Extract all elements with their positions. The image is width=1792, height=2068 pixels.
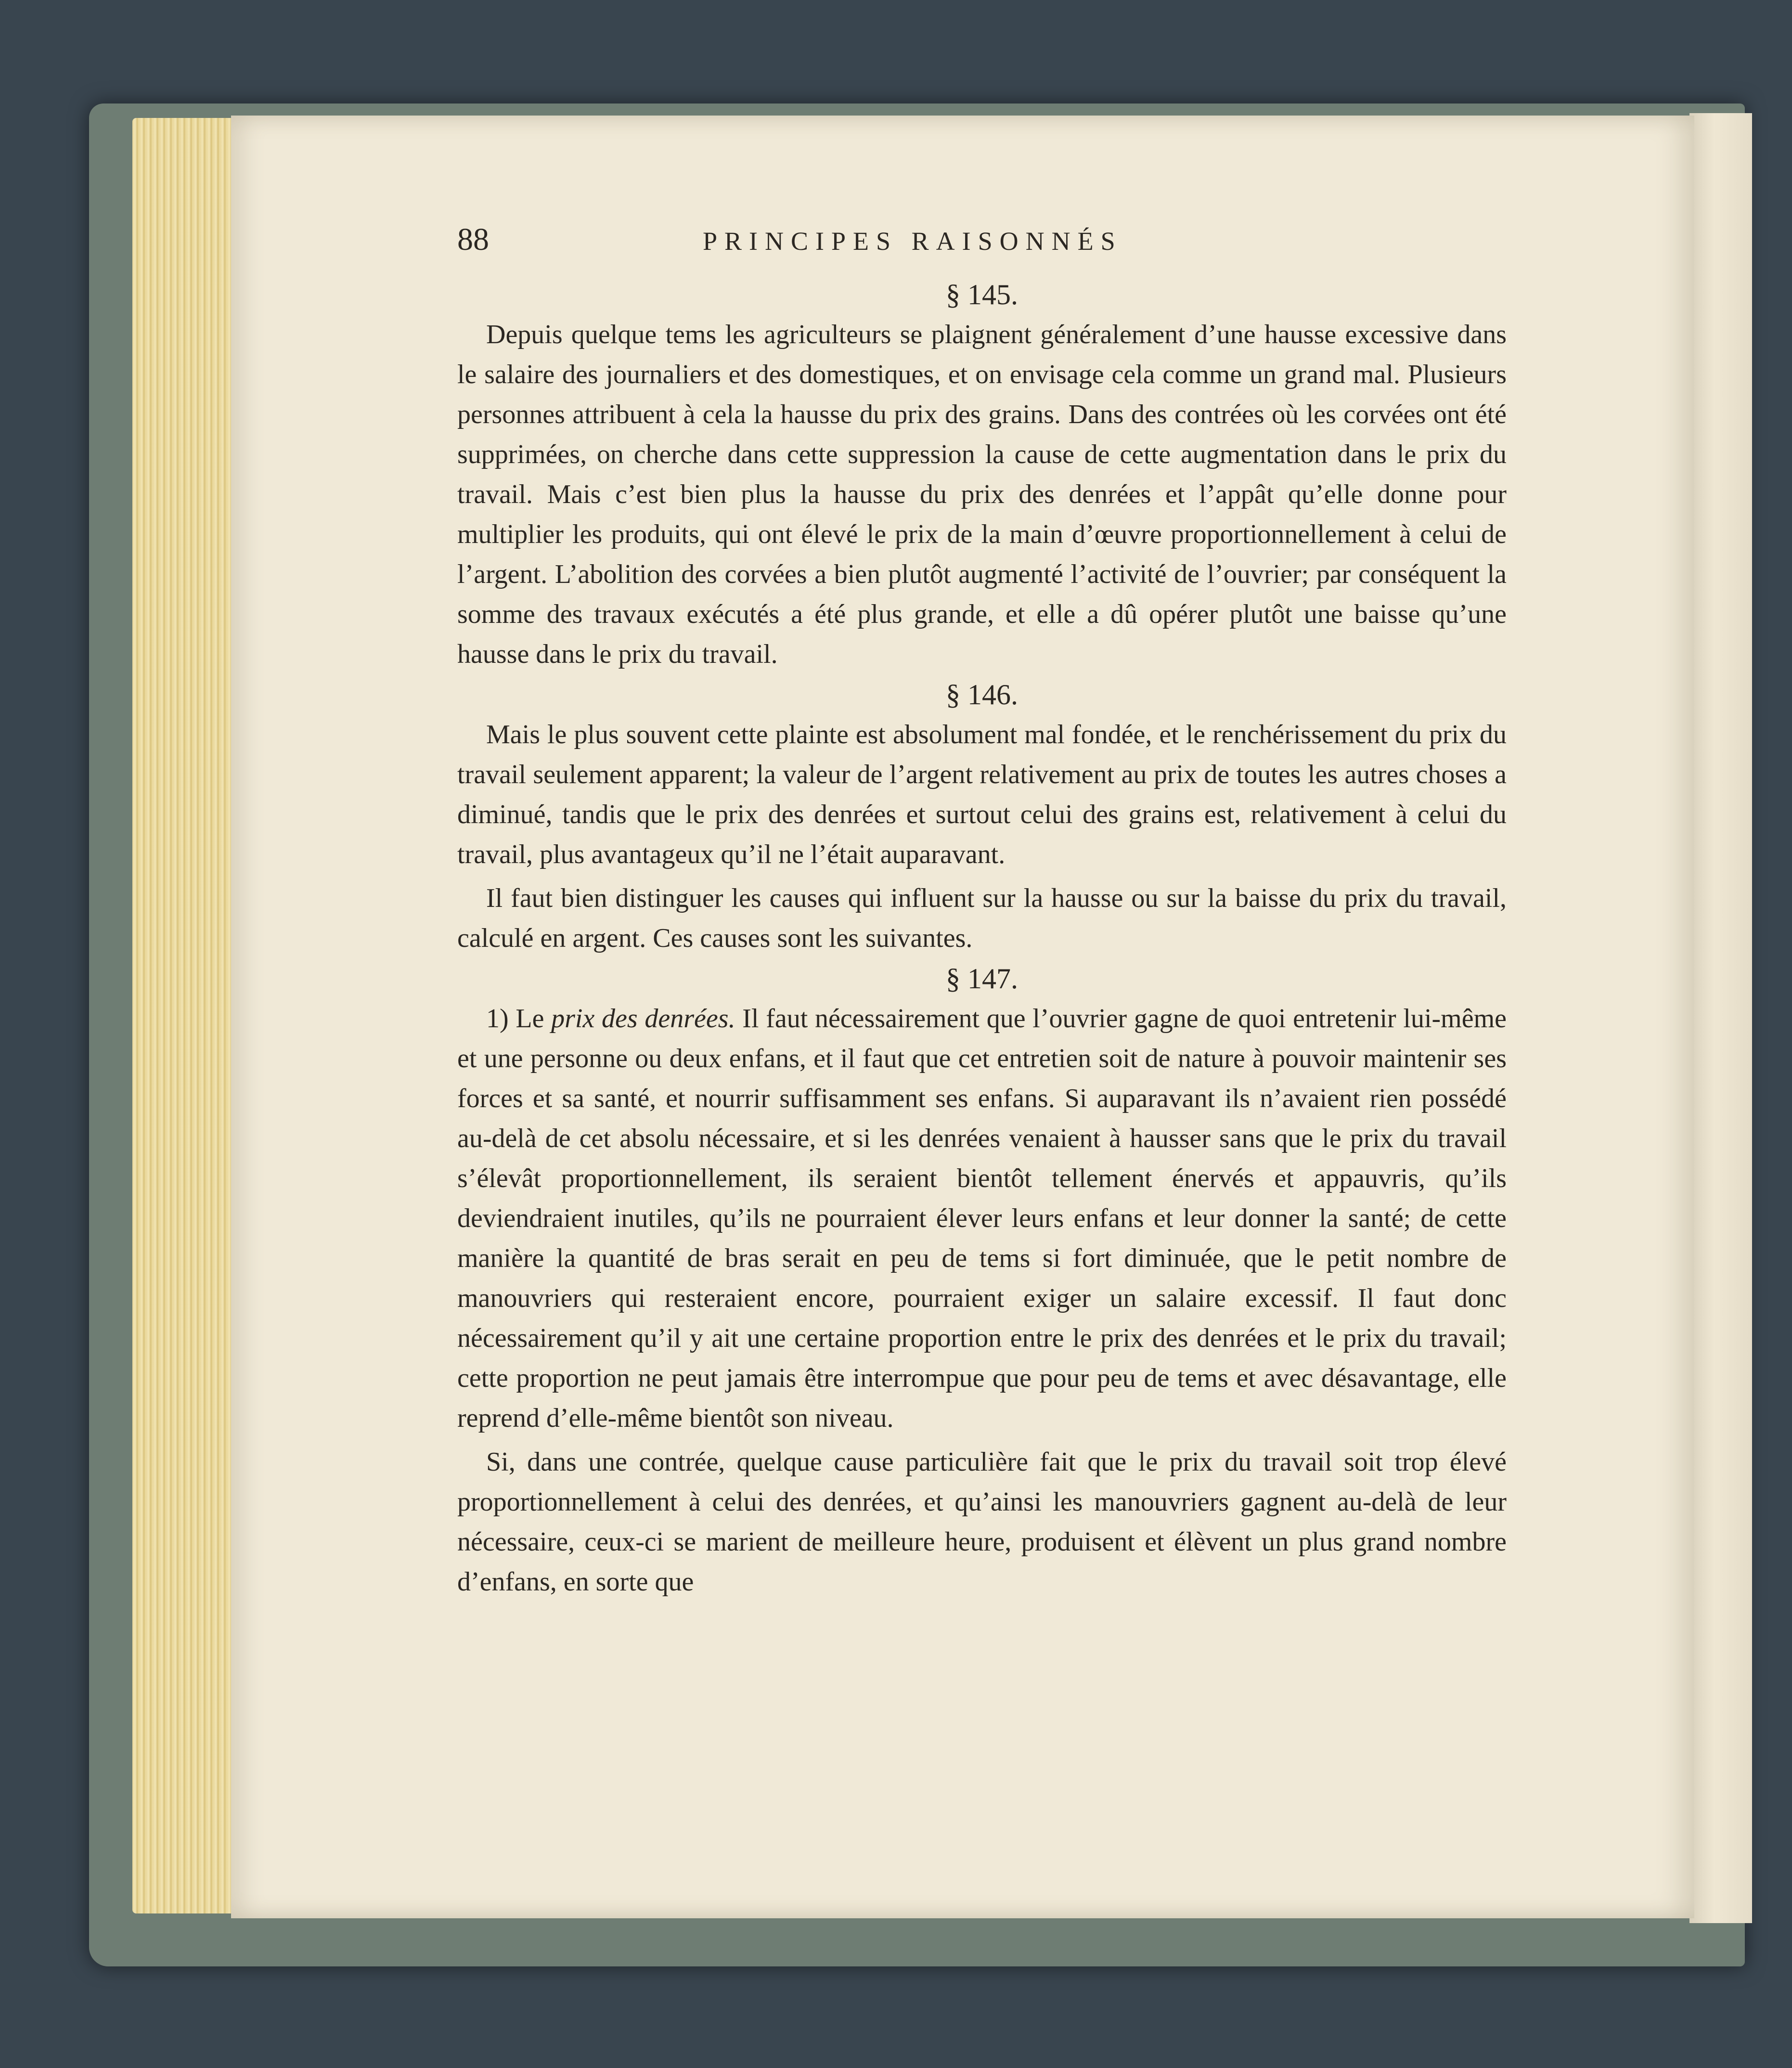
page-header [457, 221, 1507, 274]
paragraph: Mais le plus souvent cette plainte est absolument mal fondée, et le renchérissement du prix du travail seulement apparent; la valeur de l’argent relativement au prix de toutes les autres choses a diminué, tandis que le prix des denrées et surtout celui des grains est, relativement à celui du travail, plus avantageux qu’il ne l’était auparavant. [457, 720, 1507, 869]
section-mark-146: § 146. [946, 679, 1018, 711]
running-title: PRINCIPES RAISONNÉS [703, 227, 1122, 256]
section-mark-145: § 145. [946, 279, 1018, 310]
paragraph: Depuis quelque tems les agriculteurs se plaignent généralement d’une hausse excessive dans le salaire des journaliers et des domestiques, et on envisage cela comme un grand mal. Plusieurs personnes attribuent à cela la hausse du prix des grains. Dans des contrées où les corvées ont été supprimées, on cherche dans cette suppression la cause de cette augmentation dans le prix du travail. Mais c’est bien plus la hausse du prix des denrées et l’appât qu’elle donne pour multiplier les produits, qui ont élevé le prix de la main d’œuvre proportionnellement à celui de l’argent. L’abolition des corvées a bien plutôt augmenté l’activité de l’ouvrier; par conséquent la somme des travaux exécutés a été plus grande, et elle a dû opérer plutôt une baisse qu’une hausse dans le prix du travail. [457, 320, 1507, 669]
page-number: 88 [457, 222, 489, 257]
paragraph-rest: Il faut nécessairement que l’ouvrier gagne de quoi entretenir lui-même et une personne ou deux enfans, et il faut que cet entretien soit de nature à pouvoir maintenir ses forces et sa santé, et nourrir suffisamment ses enfans. Si auparavant ils n’avaient rien possédé au-delà de cet absolu nécessaire, et si les denrées venaient à hausser sans que le prix du travail s’élevât proportionnellement, ils seraient bientôt tellement énervés et appauvris, qu’ils deviendraient inutiles, qu’ils ne pourraient élever leurs enfans et leur donner la santé; de cette manière la quantité de bras serait en peu de tems si fort diminuée, que le petit nombre de manouvriers qui resteraient encore, pourraient exiger un salaire excessif. Il faut donc nécessairement qu’il y ait une certaine proportion entre le prix des denrées et le prix du travail; cette proportion ne peut jamais être interrompue que pour peu de tems et avec désavantage, elle reprend d’elle-même bientôt son niveau. [457, 1004, 1507, 1433]
page-edges [132, 118, 243, 1913]
paragraph [457, 999, 1507, 1438]
paragraph-prefix: 1) Le [486, 1004, 552, 1034]
paragraph: Si, dans une contrée, quelque cause particulière fait que le prix du travail soit trop élevé proportionnellement à celui des denrées, et qu’ainsi les manouvriers gagnent au-delà de leur nécessaire, ceux-ci se marient de meilleure heure, produisent et élèvent un plus grand nombre d’enfans, en sorte que [457, 1447, 1507, 1597]
section-mark-147: § 147. [946, 963, 1018, 995]
book-page [231, 116, 1694, 1918]
emphasis-text: prix des denrées. [551, 1004, 735, 1034]
facing-page-edge [1689, 113, 1752, 1923]
paragraph: Il faut bien distinguer les causes qui influent sur la hausse ou sur la baisse du prix du travail, calculé en argent. Ces causes sont les suivantes. [457, 883, 1507, 953]
text-block [457, 221, 1507, 1602]
